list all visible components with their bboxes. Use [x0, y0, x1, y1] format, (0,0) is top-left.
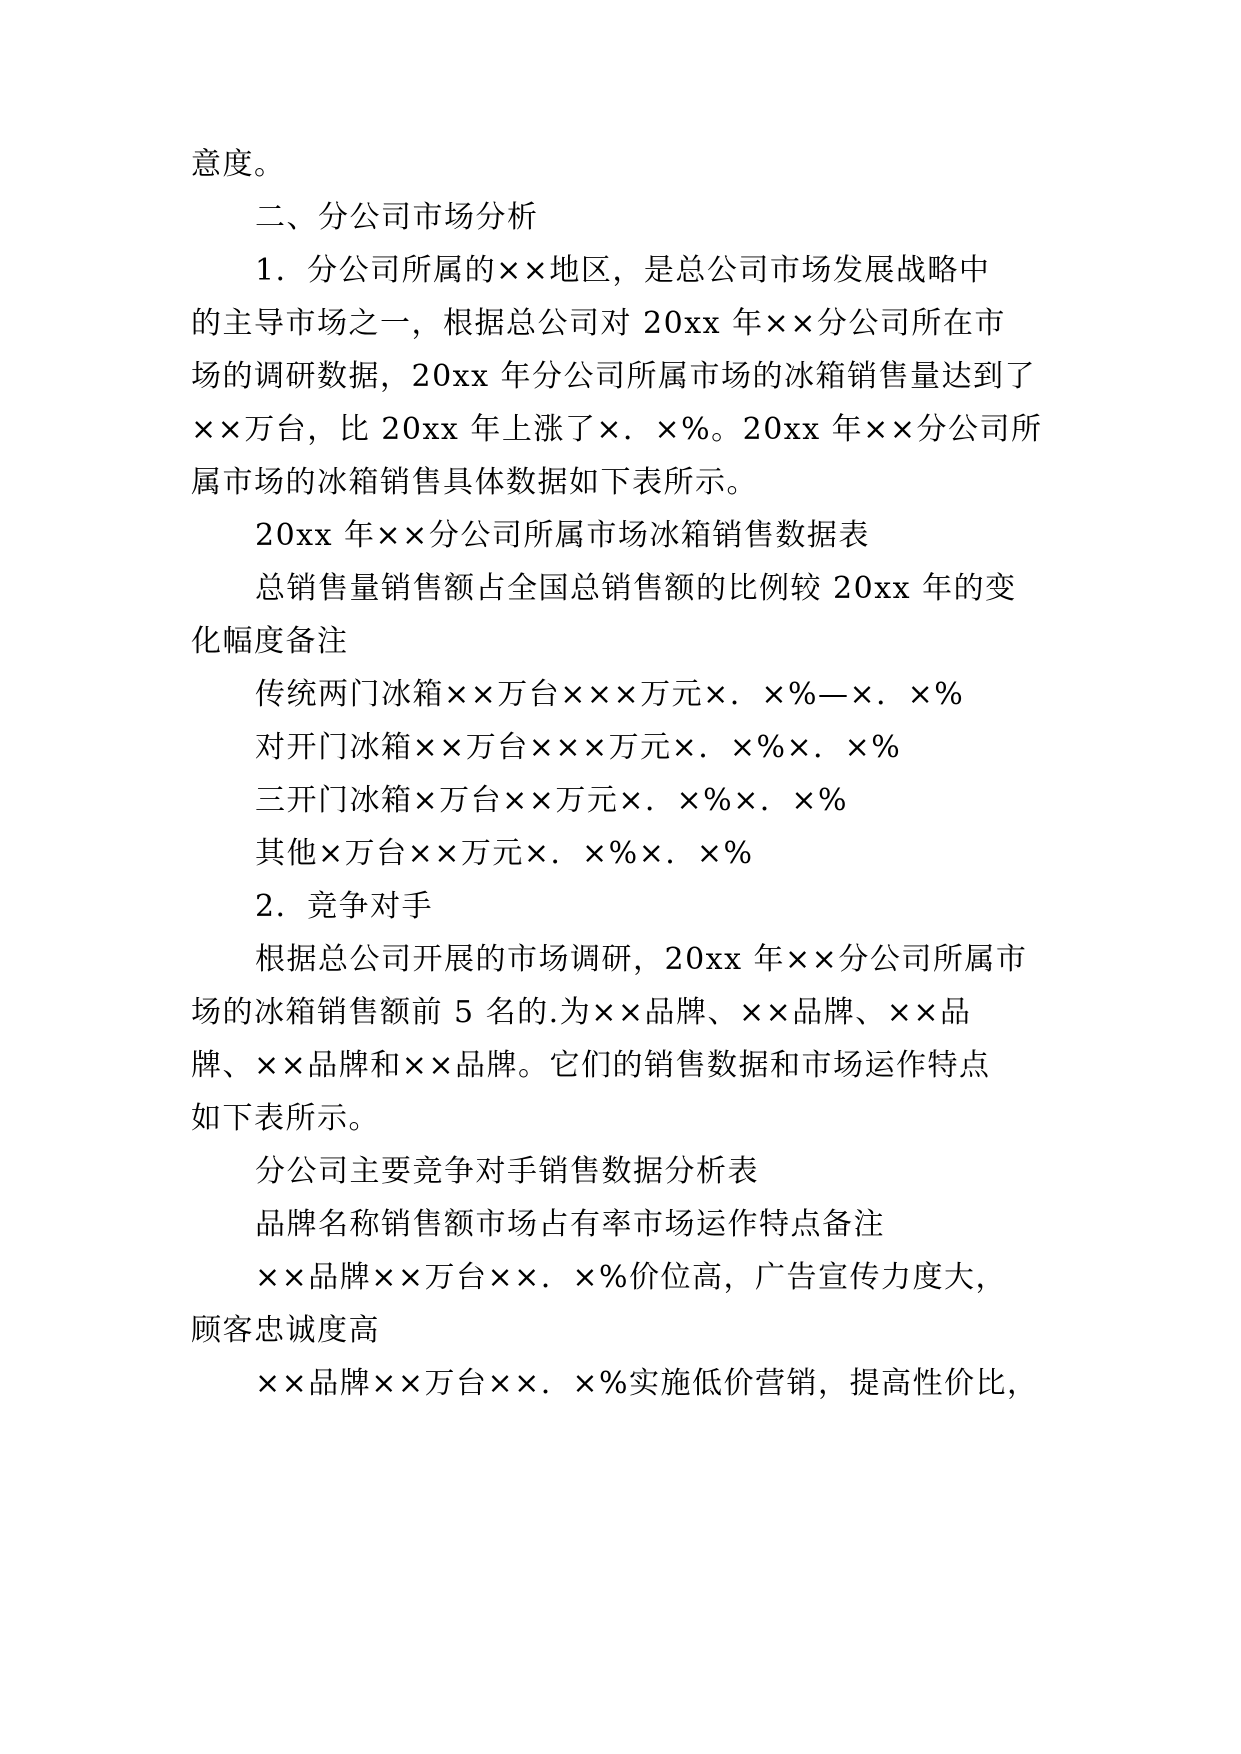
section-heading: 二、分公司市场分析 — [255, 200, 539, 235]
table-row: ××品牌××万台××．×%实施低价营销，提高性价比， — [255, 1366, 1039, 1401]
section-heading: 2．竞争对手 — [255, 889, 434, 924]
table-title: 分公司主要竞争对手销售数据分析表 — [255, 1154, 759, 1189]
table-title: 20xx 年××分公司所属市场冰箱销售数据表 — [255, 518, 870, 553]
table-header: 品牌名称销售额市场占有率市场运作特点备注 — [255, 1207, 885, 1242]
text-line: 场的冰箱销售额前 5 名的.为××品牌、××品牌、××品 — [191, 995, 972, 1030]
text-line: 根据总公司开展的市场调研，20xx 年××分公司所属市 — [255, 942, 1028, 977]
text-line: 属市场的冰箱销售具体数据如下表所示。 — [191, 465, 758, 500]
text-line: 1．分公司所属的××地区，是总公司市场发展战略中 — [255, 253, 991, 288]
table-header: 总销售量销售额占全国总销售额的比例较 20xx 年的变 — [255, 571, 1017, 606]
text-line: 如下表所示。 — [191, 1101, 380, 1136]
text-line: 意度。 — [191, 147, 286, 182]
text-line: ××万台，比 20xx 年上涨了×．×%。20xx 年××分公司所 — [191, 412, 1043, 447]
text-line: 场的调研数据，20xx 年分公司所属市场的冰箱销售量达到了 — [191, 359, 1037, 394]
table-row: 三开门冰箱×万台××万元×．×%×．×% — [255, 783, 848, 818]
table-row: ××品牌××万台××．×%价位高，广告宣传力度大， — [255, 1260, 1007, 1295]
table-row: 对开门冰箱××万台×××万元×．×%×．×% — [255, 730, 902, 765]
table-header-continued: 化幅度备注 — [191, 624, 349, 659]
table-row: 其他×万台××万元×．×%×．×% — [255, 836, 754, 871]
text-line: 牌、××品牌和××品牌。它们的销售数据和市场运作特点 — [191, 1048, 991, 1083]
table-row: 传统两门冰箱××万台×××万元×．×%—×．×% — [255, 677, 965, 712]
table-row-continued: 顾客忠诚度高 — [191, 1313, 380, 1348]
text-line: 的主导市场之一，根据总公司对 20xx 年××分公司所在市 — [191, 306, 1006, 341]
